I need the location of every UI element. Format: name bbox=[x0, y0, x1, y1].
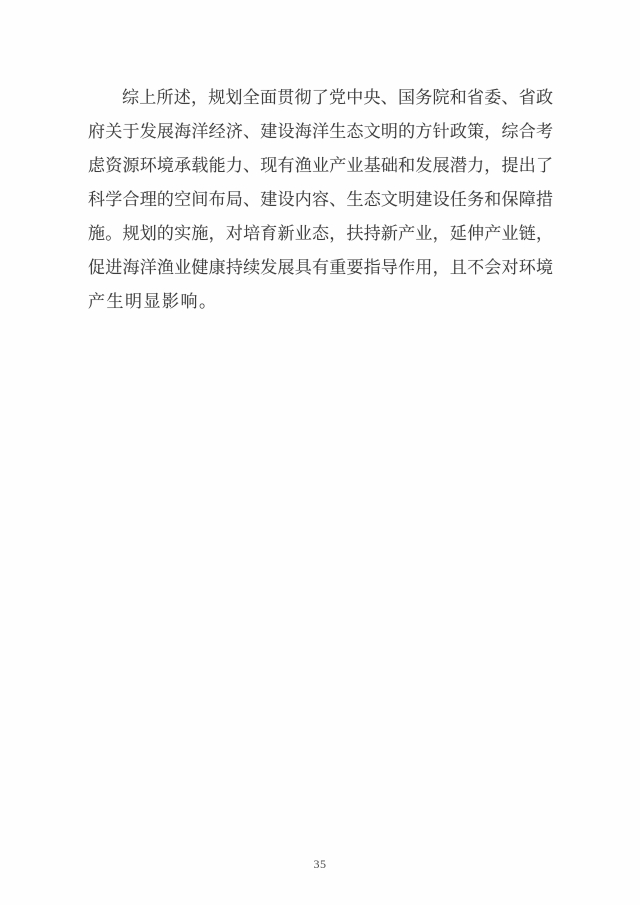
paragraph-line: 施。规划的实施，对培育新业态，扶持新产业，延伸产业链， bbox=[88, 224, 553, 243]
page-number: 35 bbox=[313, 857, 327, 871]
paragraph-line: 科学合理的空间布局、建设内容、生态文明建设任务和保障措 bbox=[88, 190, 553, 209]
body-paragraph bbox=[88, 81, 553, 319]
paragraph-line: 虑资源环境承载能力、现有渔业产业基础和发展潜力，提出了 bbox=[88, 156, 553, 175]
paragraph-line: 促进海洋渔业健康持续发展具有重要指导作用，且不会对环境 bbox=[88, 258, 553, 277]
paragraph-line: 府关于发展海洋经济、建设海洋生态文明的方针政策，综合考 bbox=[88, 122, 553, 141]
paragraph-line: 产生明显影响。 bbox=[88, 292, 218, 311]
paragraph-line: 综上所述，规划全面贯彻了党中央、国务院和省委、省政 bbox=[122, 88, 553, 107]
